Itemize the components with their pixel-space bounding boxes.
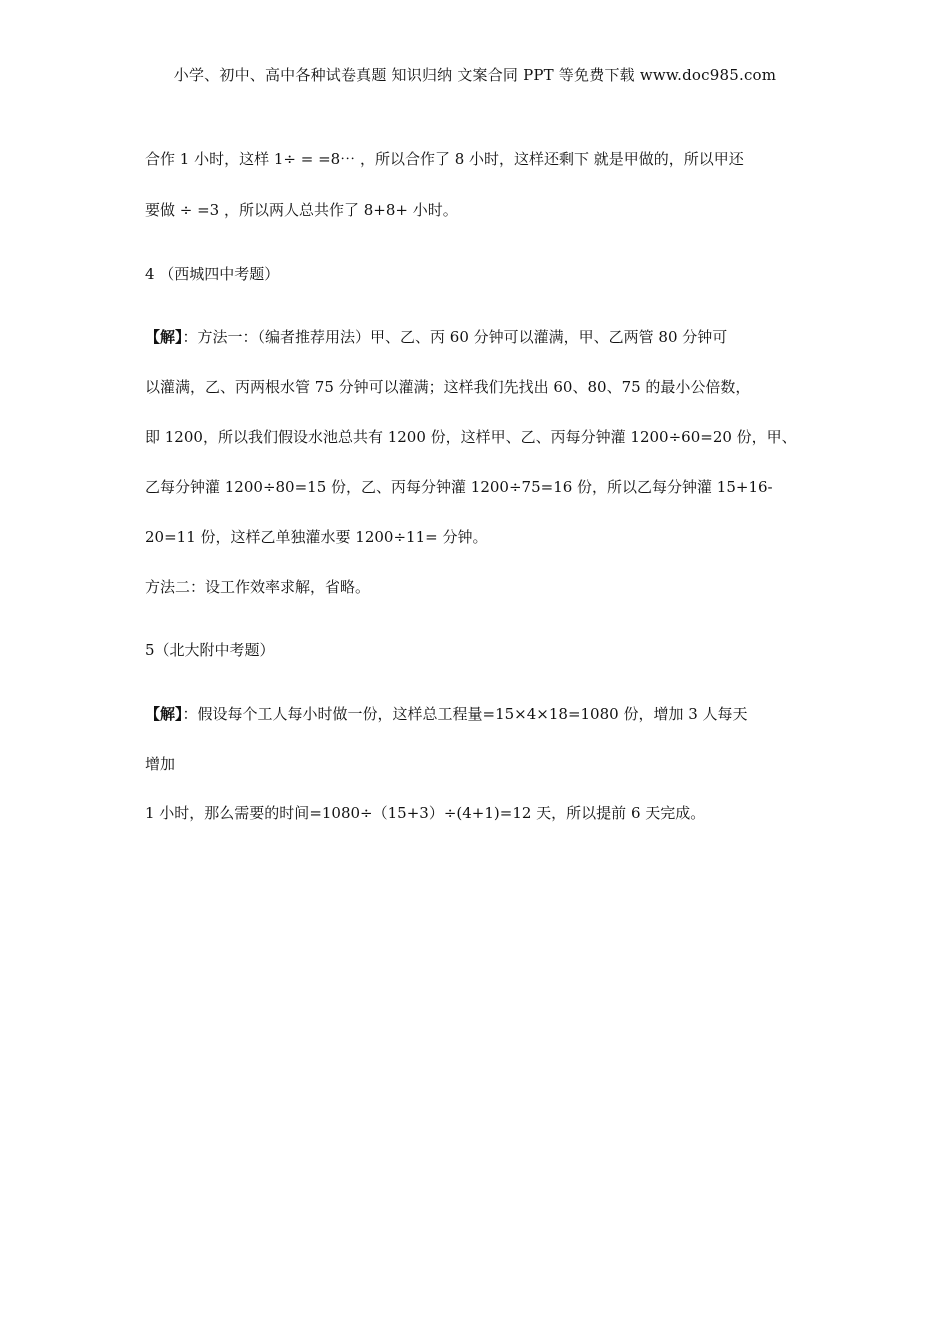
solution-text: ：假设每个工人每小时做一份，这样总工程量=15×4×18=1080 份，增加 3 人每天 xyxy=(182,705,748,723)
page-header: 小学、初中、高中各种试卷真题 知识归纳 文案合同 PPT 等免费下载 www.doc985.com xyxy=(173,66,777,84)
problem-title: 5（北大附中考题） xyxy=(145,641,275,659)
text-line: 即 1200，所以我们假设水池总共有 1200 份，这样甲、乙、丙每分钟灌 1200÷60=20 份，甲、 xyxy=(145,428,797,446)
text-line: 方法二：设工作效率求解，省略。 xyxy=(145,578,371,596)
text-line: 1 小时，那么需要的时间=1080÷（15+3）÷(4+1)=12 天，所以提前 6 天完成。 xyxy=(145,804,706,822)
solution-text: ：方法一：（编者推荐用法）甲、乙、丙 60 分钟可以灌满，甲、乙两管 80 分钟可 xyxy=(182,328,728,346)
text-line: 要做 ÷ =3 ，所以两人总共作了 8+8+ 小时。 xyxy=(145,201,458,219)
solution-tag: 【解】 xyxy=(145,328,183,346)
text-line: 20=11 份，这样乙单独灌水要 1200÷11= 分钟。 xyxy=(145,528,488,546)
solution-line xyxy=(145,704,748,724)
text-line: 增加 xyxy=(145,755,176,773)
problem-title: 4 （西城四中考题） xyxy=(145,265,280,283)
solution-line xyxy=(145,327,727,347)
text-line: 合作 1 小时，这样 1÷ = =8⋯ ，所以合作了 8 小时，这样还剩下 就是甲做的，所以甲还 xyxy=(145,150,744,168)
solution-tag: 【解】 xyxy=(145,705,183,723)
text-line: 乙每分钟灌 1200÷80=15 份，乙、丙每分钟灌 1200÷75=16 份，所以乙每分钟灌 15+16- xyxy=(145,478,773,496)
text-line: 以灌满，乙、丙两根水管 75 分钟可以灌满；这样我们先找出 60、80、75 的最小公倍数， xyxy=(145,378,751,396)
